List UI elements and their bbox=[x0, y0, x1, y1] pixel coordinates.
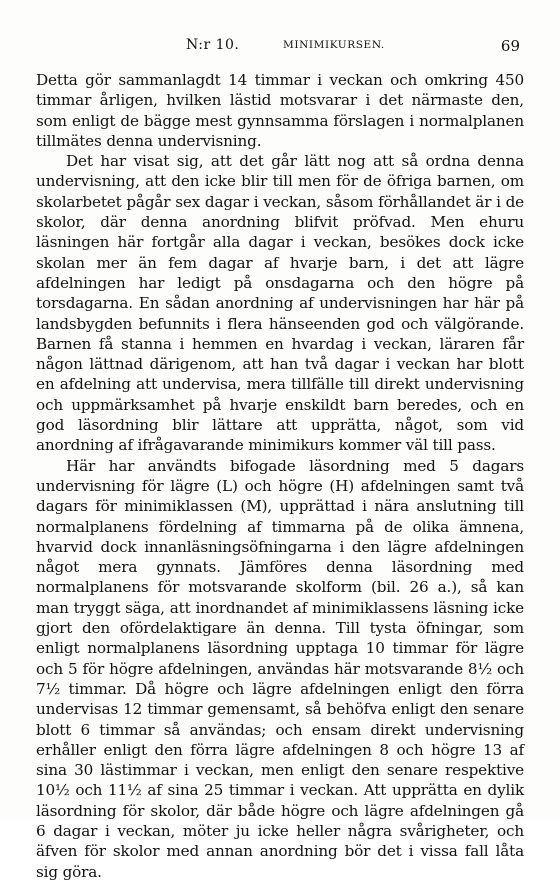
body-text bbox=[36, 70, 524, 882]
paragraph-1: Detta gör sammanlagdt 14 timmar i veckan och omkring 450 timmar årligen, hvilken lästid motsvarar i det närmaste den, som enligt de bägge mest gynnsamma förslagen i normalplanen tillmätes denna undervisning. bbox=[36, 71, 524, 150]
paragraph-2: Det har visat sig, att det går lätt nog att så ordna denna undervisning, att den icke blir till men för de öfriga barnen, om skolarbetet pågår sex dagar i veckan, såsom förhållandet är i de skolor, där denna anordning blifvit pröfvad. Men ehuru läsningen här fortgår alla dagar i veckan, besökes dock icke skolan mer än fem dagar af hvarje barn, i det att lägre afdelningen har ledigt på onsdagarna och den högre på torsdagarna. En sådan anordning af undervisningen har här på landsbygden befunnits i flera hänseenden god och välgörande. Barnen få stanna i hemmen en hvardag i veckan, läraren får någon lättnad därigenom, att han två dagar i veckan har blott en afdelning att undervisa, mera tillfälle till direkt undervisning och uppmärksamhet på hvarje enskildt barn beredes, och en god läsordning blir lättare att upprätta, något, som vid anordning af ifrågavarande minimikurs kommer väl till pass. bbox=[36, 152, 524, 455]
running-title: MINIMIKURSEN. bbox=[283, 39, 385, 51]
paragraph-3: Här har användts bifogade läsordning med 5 dagars undervisning för lägre (L) och högre (H) afdelningen samt två dagars för minimiklassen (M), upprättad i nära anslutning till normalplanens fördelning af timmarna på de olika ämnena, hvarvid dock innanläsningsöfningarna i den lägre afdelningen något mera gynnats. Jämföres denna läsordning med normalplanens för motsvarande skolform (bil. 26 a.), så kan man tryggt säga, att inordnandet af minimiklassens läsning icke gjort den ofördelaktigare än denna. Till tysta öfningar, som enligt normalplanens läsordning upptaga 10 timmar för lägre och 5 för högre afdelningen, användas här motsvarande 8½ och 7½ timmar. Då högre och lägre afdelningen enligt den förra undervisas 12 timmar gemensamt, så behöfva enligt den senare blott 6 timmar så användas; och ensam direkt undervisning erhåller enligt den förra lägre afdelningen 8 och högre 13 af sina 30 lästimmar i veckan, men enligt den senare respektive 10½ och 11½ af sina 25 timmar i veckan. Att upprätta en dylik läsordning för skolor, där både högre och lägre afdelningen gå 6 dagar i veckan, möter ju icke heller några svårigheter, och äfven för skolor med annan anordning bör det i vissa fall låta sig göra. bbox=[36, 456, 524, 881]
page-number: 69 bbox=[500, 37, 520, 55]
issue-number: N:r 10. bbox=[186, 37, 240, 53]
running-header bbox=[36, 37, 520, 59]
